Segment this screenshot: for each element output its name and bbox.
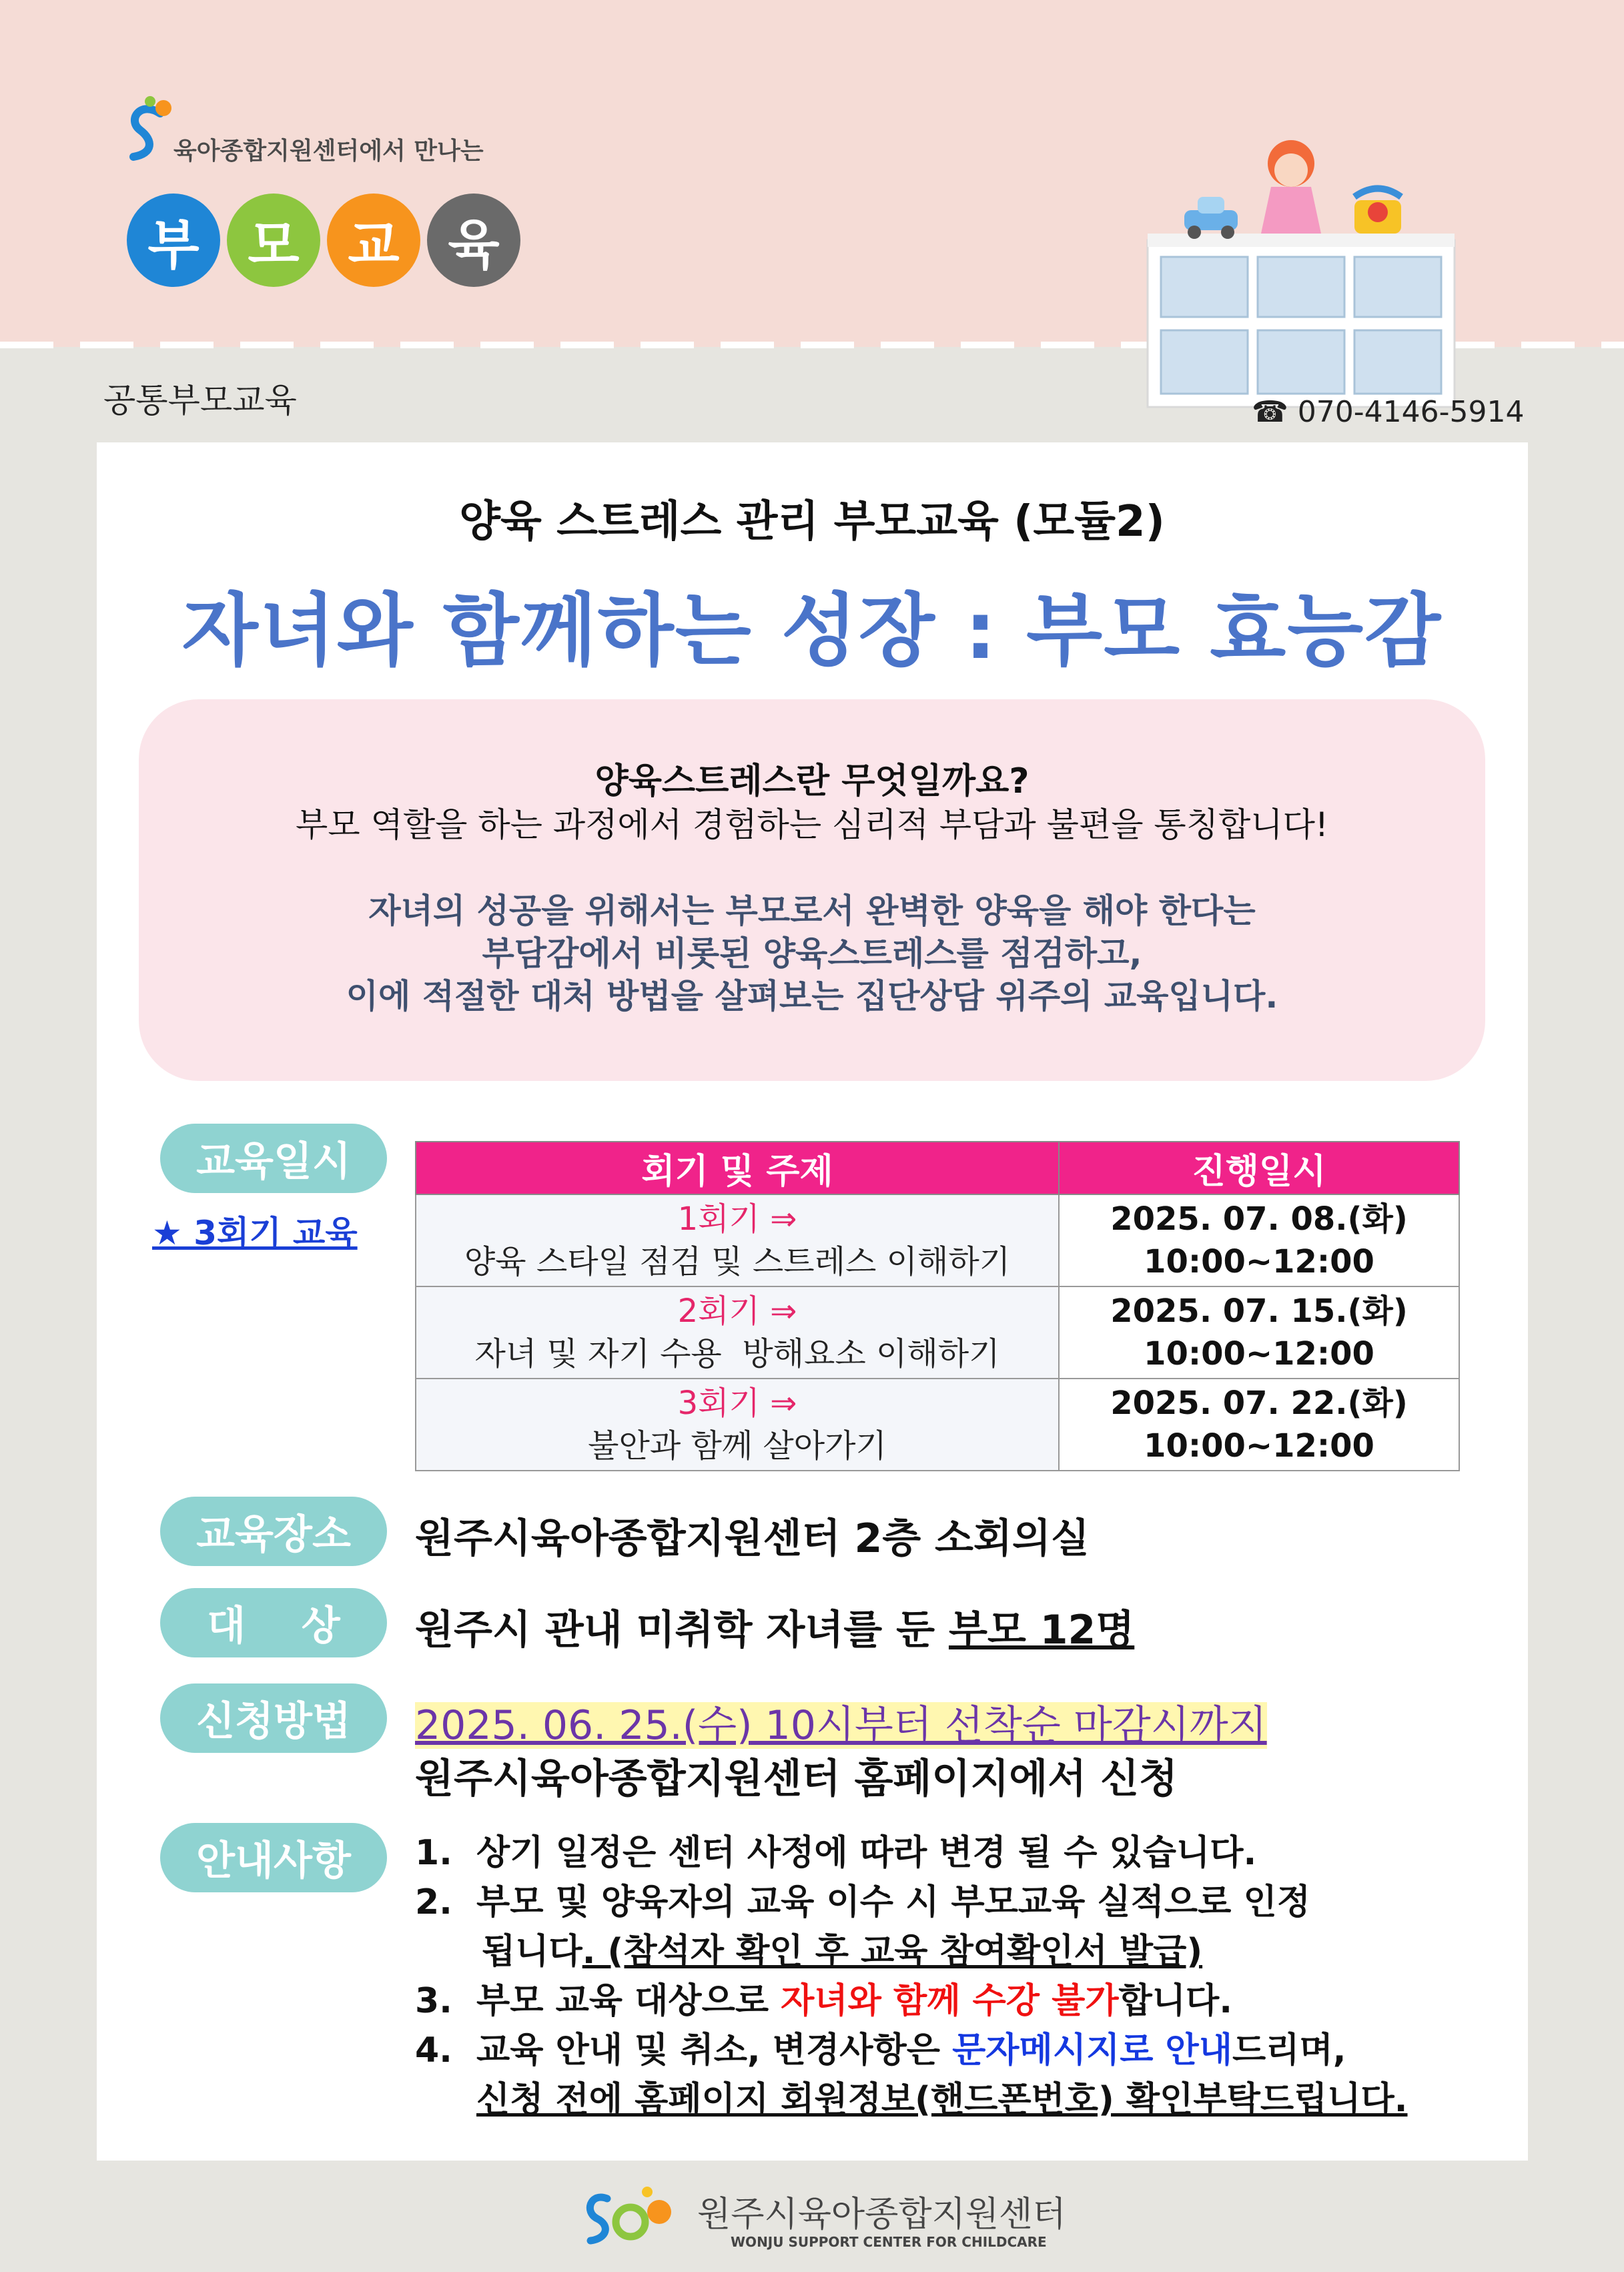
session-label: 1회기 ⇒ <box>677 1200 797 1238</box>
place-value: 원주시육아종합지원센터 2층 소회의실 <box>415 1515 1090 1562</box>
list-item <box>415 1878 1516 1927</box>
program-title: 자녀와 함께하는 성장 : 부모 효능감 <box>181 585 1443 677</box>
program-subtitle: 양육 스트레스 관리 부모교육 (모듈2) <box>459 497 1165 546</box>
brand-subtitle: 육아종합지원센터에서 만나는 <box>173 137 484 165</box>
notes-label: 안내사항 <box>160 1823 387 1892</box>
session-count-note: ★ 3회기 교육 <box>152 1214 358 1252</box>
target-value <box>415 1598 1134 1655</box>
table-row <box>416 1194 1459 1286</box>
session-topic-cell <box>416 1286 1059 1379</box>
apply-date-line <box>415 1693 1267 1751</box>
note-cont-b: . (참석자 확인 후 교육 참여확인서 발급) <box>582 1932 1203 1972</box>
header-date: 진행일시 <box>1059 1142 1459 1194</box>
session-topic: 양육 스타일 점검 및 스트레스 이해하기 <box>464 1243 1011 1280</box>
intro-description-line: 자녀의 성공을 위해서는 부모로서 완벽한 양육을 해야 한다는 <box>368 891 1256 930</box>
session-time: 10:00~12:00 <box>1144 1427 1374 1465</box>
title-circles <box>127 194 520 287</box>
toy-car-icon <box>1184 197 1238 239</box>
session-datetime-cell <box>1059 1286 1459 1379</box>
target-prefix: 원주시 관내 미취학 자녀를 둔 <box>415 1607 949 1653</box>
note-text <box>476 2026 1346 2075</box>
note-pre: 부모 교육 대상으로 <box>476 1981 781 2021</box>
session-label: 3회기 ⇒ <box>677 1385 797 1422</box>
intro-description <box>139 889 1485 1018</box>
apply-label: 신청방법 <box>160 1683 387 1753</box>
table-row <box>416 1286 1459 1379</box>
session-time: 10:00~12:00 <box>1144 1335 1374 1373</box>
intro-description-line: 이에 적절한 대처 방법을 살펴보는 집단상담 위주의 교육입니다. <box>346 977 1278 1016</box>
contact-phone: ☎ 070-4146-5914 <box>1252 395 1525 429</box>
title-char-mo: 모 <box>227 194 320 287</box>
note-continuation: 신청 전에 홈페이지 회원정보(핸드폰번호) 확인부탁드립니다. <box>476 2080 1408 2120</box>
session-datetime-cell <box>1059 1379 1459 1471</box>
note-cont-a: 됩니다 <box>482 1932 582 1972</box>
list-item <box>415 1976 1516 2026</box>
list-item <box>415 2026 1516 2075</box>
doll-icon <box>1261 140 1321 234</box>
title-char-gyo: 교 <box>327 194 420 287</box>
schedule-table <box>415 1141 1460 1471</box>
footer <box>580 2182 1066 2251</box>
toy-shelf-illustration <box>1134 133 1468 414</box>
table-header-row <box>416 1142 1459 1194</box>
list-item <box>415 1828 1516 1878</box>
session-date: 2025. 07. 22.(화) <box>1110 1385 1408 1422</box>
intro-description-line: 부담감에서 비롯된 양육스트레스를 점검하고, <box>482 934 1142 973</box>
session-date: 2025. 07. 08.(화) <box>1110 1200 1408 1238</box>
note-text: 상기 일정은 센터 사정에 따라 변경 될 수 있습니다. <box>476 1833 1257 1873</box>
title-char-bu: 부 <box>127 194 220 287</box>
note-post: 드리며, <box>1232 2030 1346 2070</box>
note-text: 부모 및 양육자의 교육 이수 시 부모교육 실적으로 인정 <box>476 1882 1310 1922</box>
center-logo-icon <box>127 93 173 167</box>
note-highlight: 문자메시지로 안내 <box>952 2030 1233 2070</box>
note-post: 합니다. <box>1118 1981 1233 2021</box>
session-label: 2회기 ⇒ <box>677 1292 797 1330</box>
toy-phone-icon <box>1354 189 1401 234</box>
schedule-label: 교육일시 <box>160 1124 387 1193</box>
center-logo-icon <box>580 2182 681 2249</box>
session-topic: 자녀 및 자기 수용 방해요소 이해하기 <box>474 1335 1000 1373</box>
footer-center-english: WONJU SUPPORT CENTER FOR CHILDCARE <box>731 2234 1047 2250</box>
note-warning: 자녀와 함께 수강 불가 <box>781 1981 1119 2021</box>
session-datetime-cell <box>1059 1194 1459 1286</box>
place-label: 교육장소 <box>160 1497 387 1566</box>
note-number: 4. <box>415 2030 452 2070</box>
category-label: 공통부모교육 <box>103 381 297 420</box>
note-number: 2. <box>415 1882 452 1922</box>
table-row <box>416 1379 1459 1471</box>
title-char-yuk: 육 <box>427 194 520 287</box>
notes-list <box>415 1828 1516 2125</box>
session-time: 10:00~12:00 <box>1144 1243 1374 1280</box>
session-topic: 불안과 함께 살아가기 <box>588 1427 887 1465</box>
header-topic: 회기 및 주제 <box>416 1142 1059 1194</box>
target-count: 부모 12명 <box>948 1607 1135 1653</box>
apply-period: 2025. 06. 25.(수) 10시부터 선착순 마감시까지 <box>415 1702 1267 1749</box>
target-label: 대 상 <box>160 1588 387 1657</box>
apply-method: 원주시육아종합지원센터 홈페이지에서 신청 <box>415 1756 1178 1802</box>
intro-question: 양육스트레스란 무엇일까요? <box>594 761 1030 801</box>
session-topic-cell <box>416 1194 1059 1286</box>
note-number: 1. <box>415 1833 452 1873</box>
footer-center-name: 원주시육아종합지원센터 <box>697 2195 1066 2235</box>
intro-box <box>139 699 1485 1081</box>
note-text <box>476 1976 1232 2026</box>
session-topic-cell <box>416 1379 1059 1471</box>
intro-answer: 부모 역할을 하는 과정에서 경험하는 심리적 부담과 불편을 통칭합니다! <box>296 805 1328 844</box>
note-pre: 교육 안내 및 취소, 변경사항은 <box>476 2030 953 2070</box>
note-number: 3. <box>415 1981 452 2021</box>
session-date: 2025. 07. 15.(화) <box>1110 1292 1408 1330</box>
note-continuation <box>415 1927 1516 1976</box>
